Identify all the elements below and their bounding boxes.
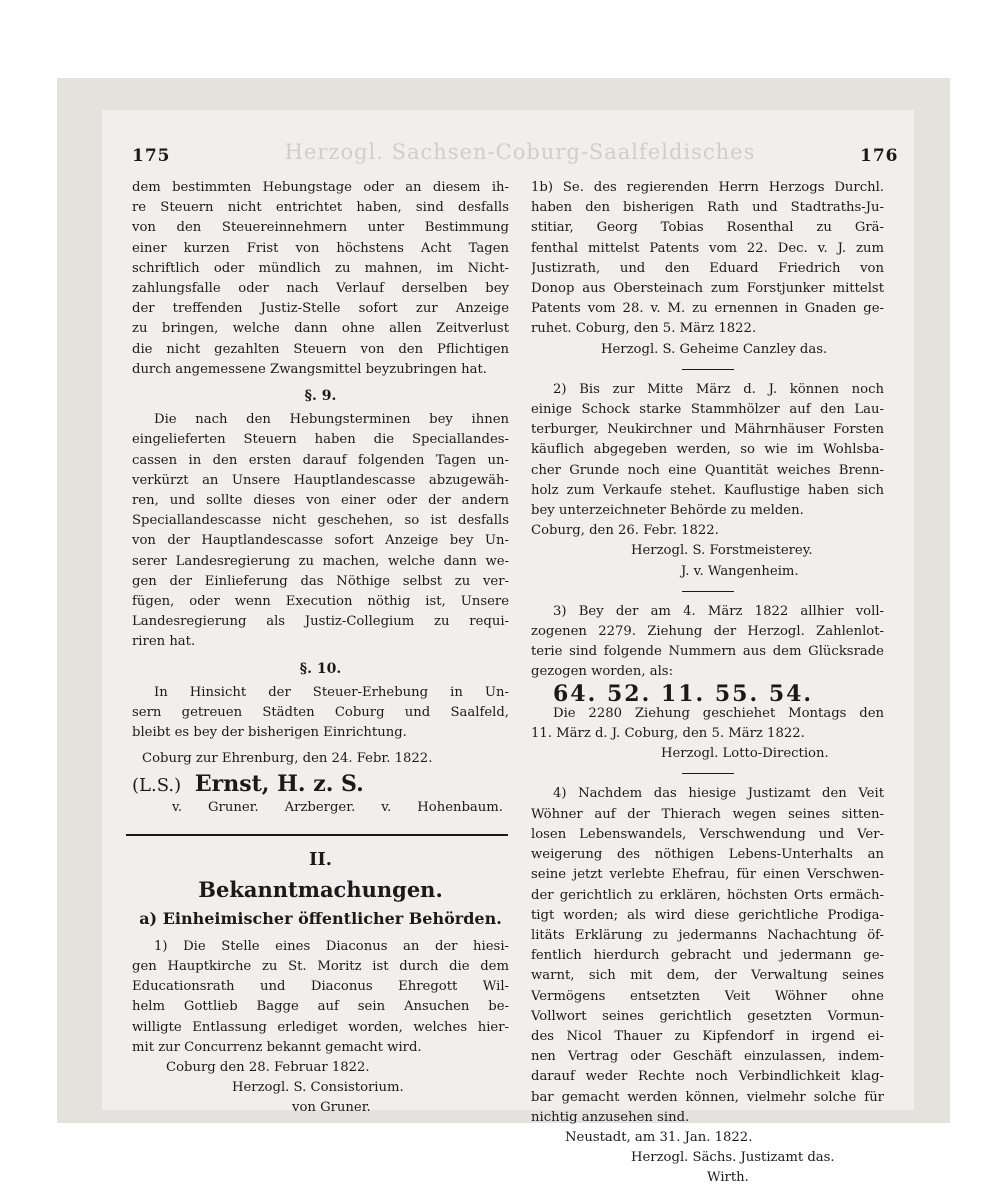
- official-signatures: [132, 798, 503, 818]
- notice-diaconus: [132, 937, 509, 1058]
- text-line: terburger, Neukirchner und Mährnhäuser Forsten: [531, 422, 884, 438]
- text-line: litäts Erklärung zu jedermanns Nachachtung öf-: [531, 927, 884, 943]
- lotto-number: 54.: [768, 680, 814, 707]
- text-line: Educationsrath und Diaconus Ehregott Wil-: [132, 979, 509, 995]
- text-line: Speciallandescasse nicht geschehen, so ist desfalls: [132, 513, 509, 529]
- heading-behoerden: a) Einheimischer öffentlicher Behörden.: [139, 908, 502, 928]
- dateline: Coburg zur Ehrenburg, den 24. Febr. 1822.: [142, 751, 433, 767]
- text-line: bar gemacht werden können, vielmehr solche für: [531, 1089, 884, 1105]
- seal-and-signature: [132, 770, 509, 797]
- notice-1-date: Coburg den 28. Februar 1822.: [166, 1059, 370, 1075]
- text-line: von der Hauptlandescasse sofort Anzeige bey Un-: [132, 533, 509, 549]
- text-line: fenthal mittelst Patents vom 22. Dec. v. J. zum: [531, 240, 884, 256]
- seal-mark: (L.S.): [132, 774, 182, 796]
- text-line: warnt, sich mit dem, der Verwaltung seines: [531, 968, 884, 984]
- text-line: der treffenden Justiz-Stelle sofort zur Anzeige: [132, 301, 509, 317]
- text-line: einer kurzen Frist von höchstens Acht Tagen: [132, 240, 509, 256]
- ducal-signature: Ernst, H. z. S.: [194, 770, 364, 797]
- lotto-number: 52.: [606, 680, 652, 707]
- text-line: sern getreuen Städten Coburg und Saalfeld,: [132, 705, 509, 721]
- official-gruner: v. Gruner.: [172, 799, 259, 815]
- page-number-right: 176: [860, 146, 899, 166]
- text-line: seine jetzt verlebte Ehefrau, für einen Verschwen-: [531, 867, 884, 883]
- text-line: einige Schock starke Stammhölzer auf den Lau-: [531, 402, 884, 418]
- section-heading-9: §. 9.: [304, 388, 337, 405]
- text-line: Vollwort seines gerichtlich gesetzten Vormun-: [531, 1008, 884, 1024]
- notice-2-signatory: J. v. Wangenheim.: [681, 563, 799, 579]
- text-line: Patents vom 28. v. M. zu ernennen in Gnaden ge-: [531, 301, 884, 317]
- text-line: cassen in den ersten darauf folgenden Tagen un-: [132, 452, 509, 468]
- text-line: nichtig anzusehen sind.: [531, 1109, 690, 1125]
- notice-rosenthal: [531, 178, 884, 340]
- text-line: In Hinsicht der Steuer-Erhebung in Un-: [154, 684, 509, 700]
- text-line: gen Hauptkirche zu St. Moritz ist durch die dem: [132, 958, 509, 974]
- text-line: nen Vertrag oder Geschäft einzulassen, indem-: [531, 1049, 884, 1065]
- text-line: helm Gottlieb Bagge auf sein Ansuchen be-: [132, 999, 509, 1015]
- notice-woehner: [531, 784, 884, 1127]
- notice-4-authority: Herzogl. Sächs. Justizamt das.: [631, 1150, 835, 1166]
- text-line: re Steuern nicht entrichtet haben, sind desfalls: [132, 200, 509, 216]
- text-line: zu bringen, welche dann ohne allen Zeitverlust: [132, 321, 509, 337]
- text-line: gen der Einlieferung das Nöthige selbst zu ver-: [132, 573, 509, 589]
- running-title-faded: Herzogl. Sachsen-Coburg-Saalfeldisches: [284, 140, 756, 164]
- text-line: weigerung des nöthigen Lebens-Unterhalts an: [531, 847, 884, 863]
- text-line: bey unterzeichneter Behörde zu melden.: [531, 503, 804, 519]
- text-line: Justizrath, und den Eduard Friedrich von: [531, 260, 884, 276]
- notice-holz: [531, 380, 884, 521]
- text-line: stitiar, Georg Tobias Rosenthal zu Grä-: [531, 220, 884, 236]
- notice-4-signatory: Wirth.: [707, 1170, 749, 1186]
- notice-divider: [682, 369, 734, 370]
- text-line: ren, und sollte dieses von einer oder der andern: [132, 493, 509, 509]
- lotto-number: 64.: [553, 680, 598, 707]
- text-line: fentlich hierdurch gebracht und jedermann ge-: [531, 948, 884, 964]
- lotto-number: 11.: [660, 680, 706, 707]
- text-line: 4) Nachdem das hiesige Justizamt den Veit: [553, 786, 884, 802]
- text-line: Die nach den Hebungsterminen bey ihnen: [154, 412, 509, 428]
- text-line: Donop aus Obersteinach zum Forstjunker mittelst: [531, 281, 884, 297]
- notice-1-authority: Herzogl. S. Consistorium.: [232, 1080, 404, 1096]
- lotto-numbers: [553, 680, 884, 707]
- text-line: von den Steuereinnehmern unter Bestimmung: [132, 220, 509, 236]
- text-line: 3) Bey der am 4. März 1822 allhier voll-: [553, 603, 884, 619]
- text-line: serer Landesregierung zu machen, welche dann we-: [132, 553, 509, 569]
- paragraph-steuern: [132, 178, 509, 380]
- page-number-left: 175: [132, 146, 171, 166]
- text-line: durch angemessene Zwangsmittel beyzubringen hat.: [132, 361, 487, 377]
- right-column: [531, 178, 884, 1189]
- text-line: 2) Bis zur Mitte März d. J. können noch: [553, 381, 884, 397]
- text-line: tigt worden; als wird diese gerichtliche Prodiga-: [531, 907, 884, 923]
- text-line: mit zur Concurrenz bekannt gemacht wird.: [132, 1039, 422, 1055]
- text-line: verkürzt an Unsere Hauptlandescasse abzugewäh-: [132, 472, 509, 488]
- part-number: II.: [308, 849, 333, 871]
- text-line: Wöhner auf der Thierach wegen seines sitten-: [531, 806, 884, 822]
- section-heading-10: §. 10.: [299, 660, 342, 677]
- paragraph-coburg-saalfeld: [132, 683, 509, 744]
- text-line: des Nicol Thauer zu Kipfendorf in irgend ei-: [531, 1028, 884, 1044]
- text-line: cher Grunde noch eine Quantität weiches Brenn-: [531, 462, 884, 478]
- text-line: holz zum Verkaufe stehet. Kauflustige haben sich: [531, 482, 884, 498]
- notice-divider: [682, 591, 734, 592]
- text-line: gezogen worden, als:: [531, 664, 674, 680]
- text-line: Landesregierung als Justiz-Collegium zu requi-: [132, 614, 509, 630]
- notice-4-date: Neustadt, am 31. Jan. 1822.: [565, 1129, 753, 1145]
- text-line: eingelieferten Steuern haben die Speciallandes-: [132, 432, 509, 448]
- text-line: terie sind folgende Nummern aus dem Glücksrade: [531, 644, 884, 660]
- official-arzberger: Arzberger.: [284, 799, 356, 815]
- text-line: der gerichtlich zu erklären, höchsten Orts ermäch-: [531, 887, 884, 903]
- text-line: darauf weder Rechte noch Verbindlichkeit klag-: [531, 1069, 884, 1085]
- text-line: Vermögens entsetzten Veit Wöhner ohne: [531, 988, 884, 1004]
- text-line: Die 2280 Ziehung geschiehet Montags den: [553, 705, 884, 721]
- section-divider: [126, 834, 508, 836]
- official-hohenbaum: v. Hohenbaum.: [381, 799, 503, 815]
- text-line: die nicht gezahlten Steuern von den Pflichtigen: [132, 341, 509, 357]
- notice-1-signatory: von Gruner.: [292, 1100, 371, 1116]
- lotto-number: 55.: [714, 680, 760, 707]
- notice-2-date: Coburg, den 26. Febr. 1822.: [531, 523, 719, 539]
- text-line: zahlungsfalle oder nach Verlauf derselben bey: [132, 281, 509, 297]
- text-line: losen Lebenswandels, Verschwendung und Ver-: [531, 826, 884, 842]
- text-line: willigte Entlassung erlediget worden, welches hier-: [132, 1019, 509, 1035]
- notice-2-authority: Herzogl. S. Forstmeisterey.: [631, 543, 813, 559]
- notice-lotterie-next: [531, 704, 884, 744]
- text-line: zogenen 2279. Ziehung der Herzogl. Zahlenlot-: [531, 624, 884, 640]
- text-line: schriftlich oder mündlich zu mahnen, im Nicht-: [132, 260, 509, 276]
- text-line: käuflich abgegeben werden, so wie im Wohlsba-: [531, 442, 884, 458]
- text-line: fügen, oder wenn Execution nöthig ist, Unsere: [132, 594, 509, 610]
- paragraph-speciallandescassen: [132, 410, 509, 652]
- text-line: 11. März d. J. Coburg, den 5. März 1822.: [531, 726, 805, 742]
- heading-bekanntmachungen: Bekanntmachungen.: [198, 877, 443, 903]
- notice-b-signature: Herzogl. S. Geheime Canzley das.: [601, 341, 828, 357]
- notice-divider: [682, 773, 734, 774]
- text-line: ruhet. Coburg, den 5. März 1822.: [531, 321, 757, 337]
- notice-lotterie: [531, 602, 884, 683]
- text-line: bleibt es bey der bisherigen Einrichtung.: [132, 725, 407, 741]
- left-column: [132, 178, 509, 1119]
- text-line: haben den bisherigen Rath und Stadtraths-Ju-: [531, 200, 884, 216]
- text-line: dem bestimmten Hebungstage oder an diesem ih-: [132, 180, 509, 195]
- text-line: riren hat.: [132, 634, 196, 650]
- text-line: 1) Die Stelle eines Diaconus an der hiesi-: [154, 938, 509, 954]
- text-line: 1b) Se. des regierenden Herrn Herzogs Durchl.: [531, 180, 884, 195]
- notice-3-authority: Herzogl. Lotto-Direction.: [661, 746, 829, 762]
